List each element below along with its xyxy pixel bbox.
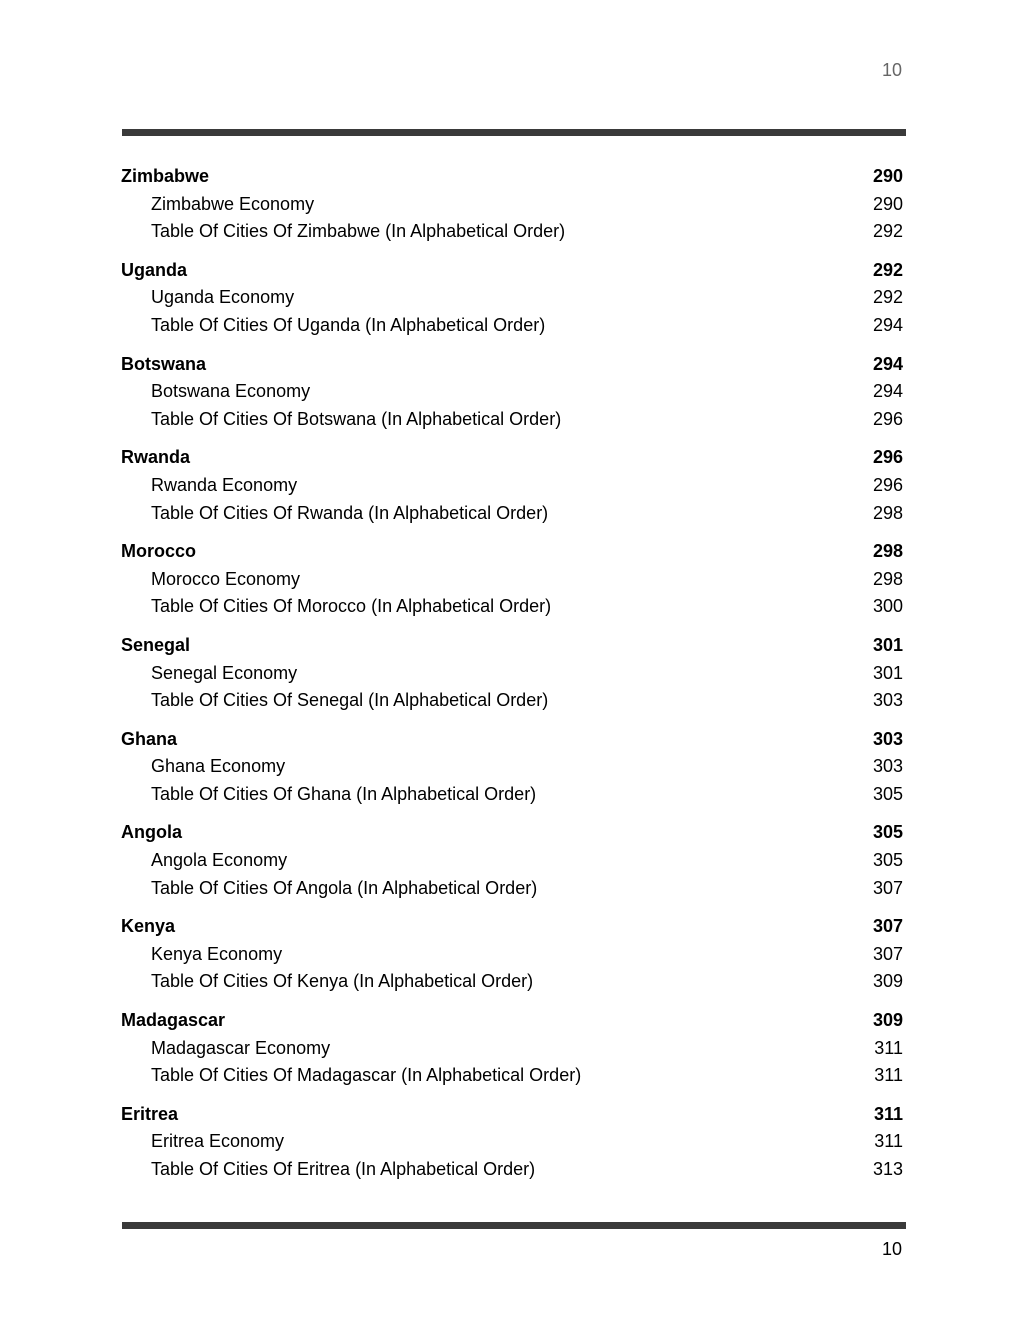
toc-subentry-page: 296 <box>872 408 903 429</box>
toc-chapter-entry[interactable] <box>121 819 903 847</box>
toc-subentry-page: 300 <box>872 596 903 617</box>
toc-chapter-entry[interactable] <box>121 257 903 285</box>
table-of-contents <box>121 163 903 1195</box>
toc-subentry-title: Zimbabwe Economy <box>151 193 315 214</box>
toc-subentry-title: Ghana Economy <box>151 756 286 777</box>
toc-chapter-title: Madagascar <box>121 1010 226 1031</box>
bottom-rule <box>122 1222 906 1229</box>
toc-chapter-title: Angola <box>121 822 182 843</box>
toc-subentry-page: 290 <box>872 193 903 214</box>
toc-section <box>121 163 903 246</box>
toc-chapter-title: Senegal <box>121 634 191 655</box>
toc-subentry-title: Table Of Cities Of Kenya (In Alphabetical Order) <box>151 971 534 992</box>
toc-section <box>121 257 903 340</box>
toc-subentry-page: 307 <box>872 877 903 898</box>
toc-subentry[interactable] <box>121 218 903 246</box>
toc-subentry-page: 303 <box>872 690 903 711</box>
toc-subentry-page: 311 <box>874 1131 903 1152</box>
toc-chapter-title: Botswana <box>121 353 207 374</box>
toc-chapter-entry[interactable] <box>121 726 903 754</box>
toc-chapter-entry[interactable] <box>121 351 903 379</box>
toc-subentry-title: Senegal Economy <box>151 662 298 683</box>
toc-subentry-page: 311 <box>874 1037 903 1058</box>
toc-chapter-page: 303 <box>872 728 903 749</box>
toc-subentry[interactable] <box>121 941 903 969</box>
toc-section <box>121 1007 903 1090</box>
toc-subentry-title: Morocco Economy <box>151 568 301 589</box>
toc-chapter-title: Eritrea <box>121 1103 179 1124</box>
toc-section <box>121 1101 903 1184</box>
toc-subentry[interactable] <box>121 781 903 809</box>
toc-subentry-page: 313 <box>872 1159 903 1179</box>
toc-subentry[interactable] <box>121 847 903 875</box>
page-number-top: 10 <box>881 60 902 80</box>
toc-subentry-title: Table Of Cities Of Madagascar (In Alphabetical Order) <box>151 1065 582 1086</box>
toc-chapter-title: Kenya <box>121 916 176 937</box>
toc-section <box>121 726 903 809</box>
toc-subentry-page: 305 <box>872 783 903 804</box>
toc-subentry-title: Table Of Cities Of Eritrea (In Alphabetical Order) <box>151 1159 536 1179</box>
toc-subentry-title: Table Of Cities Of Rwanda (In Alphabetical Order) <box>151 502 549 523</box>
toc-subentry-page: 298 <box>872 568 903 589</box>
toc-chapter-page: 296 <box>872 447 903 468</box>
toc-section <box>121 444 903 527</box>
toc-subentry-title: Madagascar Economy <box>151 1037 331 1058</box>
toc-chapter-title: Uganda <box>121 259 188 280</box>
toc-subentry-title: Table Of Cities Of Senegal (In Alphabetical Order) <box>151 690 549 711</box>
toc-subentry-title: Botswana Economy <box>151 381 311 402</box>
toc-subentry[interactable] <box>121 687 903 715</box>
toc-subentry[interactable] <box>121 1156 903 1184</box>
toc-chapter-page: 292 <box>872 259 903 280</box>
toc-subentry-title: Table Of Cities Of Uganda (In Alphabetical Order) <box>151 314 546 335</box>
toc-chapter-page: 301 <box>872 634 903 655</box>
toc-subentry-page: 303 <box>872 756 903 777</box>
toc-subentry[interactable] <box>121 968 903 996</box>
toc-chapter-title: Ghana <box>121 728 178 749</box>
toc-subentry[interactable] <box>121 1035 903 1063</box>
toc-section <box>121 819 903 902</box>
toc-subentry[interactable] <box>121 1128 903 1156</box>
toc-subentry-title: Kenya Economy <box>151 943 283 964</box>
toc-chapter-page: 294 <box>872 353 903 374</box>
toc-chapter-entry[interactable] <box>121 538 903 566</box>
toc-subentry[interactable] <box>121 1062 903 1090</box>
toc-subentry[interactable] <box>121 472 903 500</box>
toc-subentry-title: Angola Economy <box>151 850 288 871</box>
toc-chapter-page: 307 <box>872 916 903 937</box>
toc-subentry[interactable] <box>121 593 903 621</box>
toc-subentry[interactable] <box>121 191 903 219</box>
toc-chapter-title: Rwanda <box>121 447 191 468</box>
toc-section <box>121 913 903 996</box>
toc-chapter-entry[interactable] <box>121 1007 903 1035</box>
toc-subentry[interactable] <box>121 875 903 903</box>
toc-subentry[interactable] <box>121 500 903 528</box>
toc-subentry-page: 296 <box>872 474 903 495</box>
toc-subentry-page: 301 <box>872 662 903 683</box>
toc-subentry[interactable] <box>121 312 903 340</box>
toc-subentry-title: Table Of Cities Of Botswana (In Alphabetical Order) <box>151 408 562 429</box>
toc-subentry-page: 294 <box>872 314 903 335</box>
toc-chapter-page: 298 <box>872 541 903 562</box>
toc-subentry-title: Table Of Cities Of Morocco (In Alphabetical Order) <box>151 596 552 617</box>
toc-subentry[interactable] <box>121 660 903 688</box>
toc-chapter-entry[interactable] <box>121 444 903 472</box>
toc-chapter-entry[interactable] <box>121 632 903 660</box>
toc-section <box>121 632 903 715</box>
toc-chapter-page: 290 <box>872 166 903 186</box>
toc-chapter-page: 311 <box>873 1103 903 1124</box>
toc-subentry-page: 292 <box>872 221 903 242</box>
toc-subentry-page: 311 <box>874 1065 903 1086</box>
toc-subentry-title: Rwanda Economy <box>151 474 298 495</box>
toc-chapter-page: 305 <box>872 822 903 843</box>
toc-subentry-page: 305 <box>872 850 903 871</box>
toc-subentry-page: 294 <box>872 381 903 402</box>
toc-subentry[interactable] <box>121 566 903 594</box>
toc-section <box>121 351 903 434</box>
toc-chapter-title: Zimbabwe <box>121 166 210 186</box>
toc-chapter-page: 309 <box>872 1010 903 1031</box>
toc-subentry-title: Table Of Cities Of Angola (In Alphabetical Order) <box>151 877 538 898</box>
page-number-bottom: 10 <box>881 1239 902 1259</box>
toc-section <box>121 538 903 621</box>
toc-chapter-entry[interactable] <box>121 1101 903 1129</box>
top-rule <box>122 129 906 136</box>
toc-subentry-title: Uganda Economy <box>151 287 295 308</box>
toc-subentry-title: Eritrea Economy <box>151 1131 285 1152</box>
toc-subentry-page: 292 <box>872 287 903 308</box>
toc-subentry-page: 298 <box>872 502 903 523</box>
toc-subentry-title: Table Of Cities Of Ghana (In Alphabetical Order) <box>151 783 537 804</box>
toc-subentry[interactable] <box>121 378 903 406</box>
toc-chapter-entry[interactable] <box>121 163 903 191</box>
toc-subentry-page: 309 <box>872 971 903 992</box>
toc-subentry-title: Table Of Cities Of Zimbabwe (In Alphabetical Order) <box>151 221 566 242</box>
toc-chapter-title: Morocco <box>121 541 197 562</box>
toc-chapter-entry[interactable] <box>121 913 903 941</box>
toc-subentry[interactable] <box>121 284 903 312</box>
toc-subentry[interactable] <box>121 406 903 434</box>
toc-subentry[interactable] <box>121 753 903 781</box>
toc-subentry-page: 307 <box>872 943 903 964</box>
